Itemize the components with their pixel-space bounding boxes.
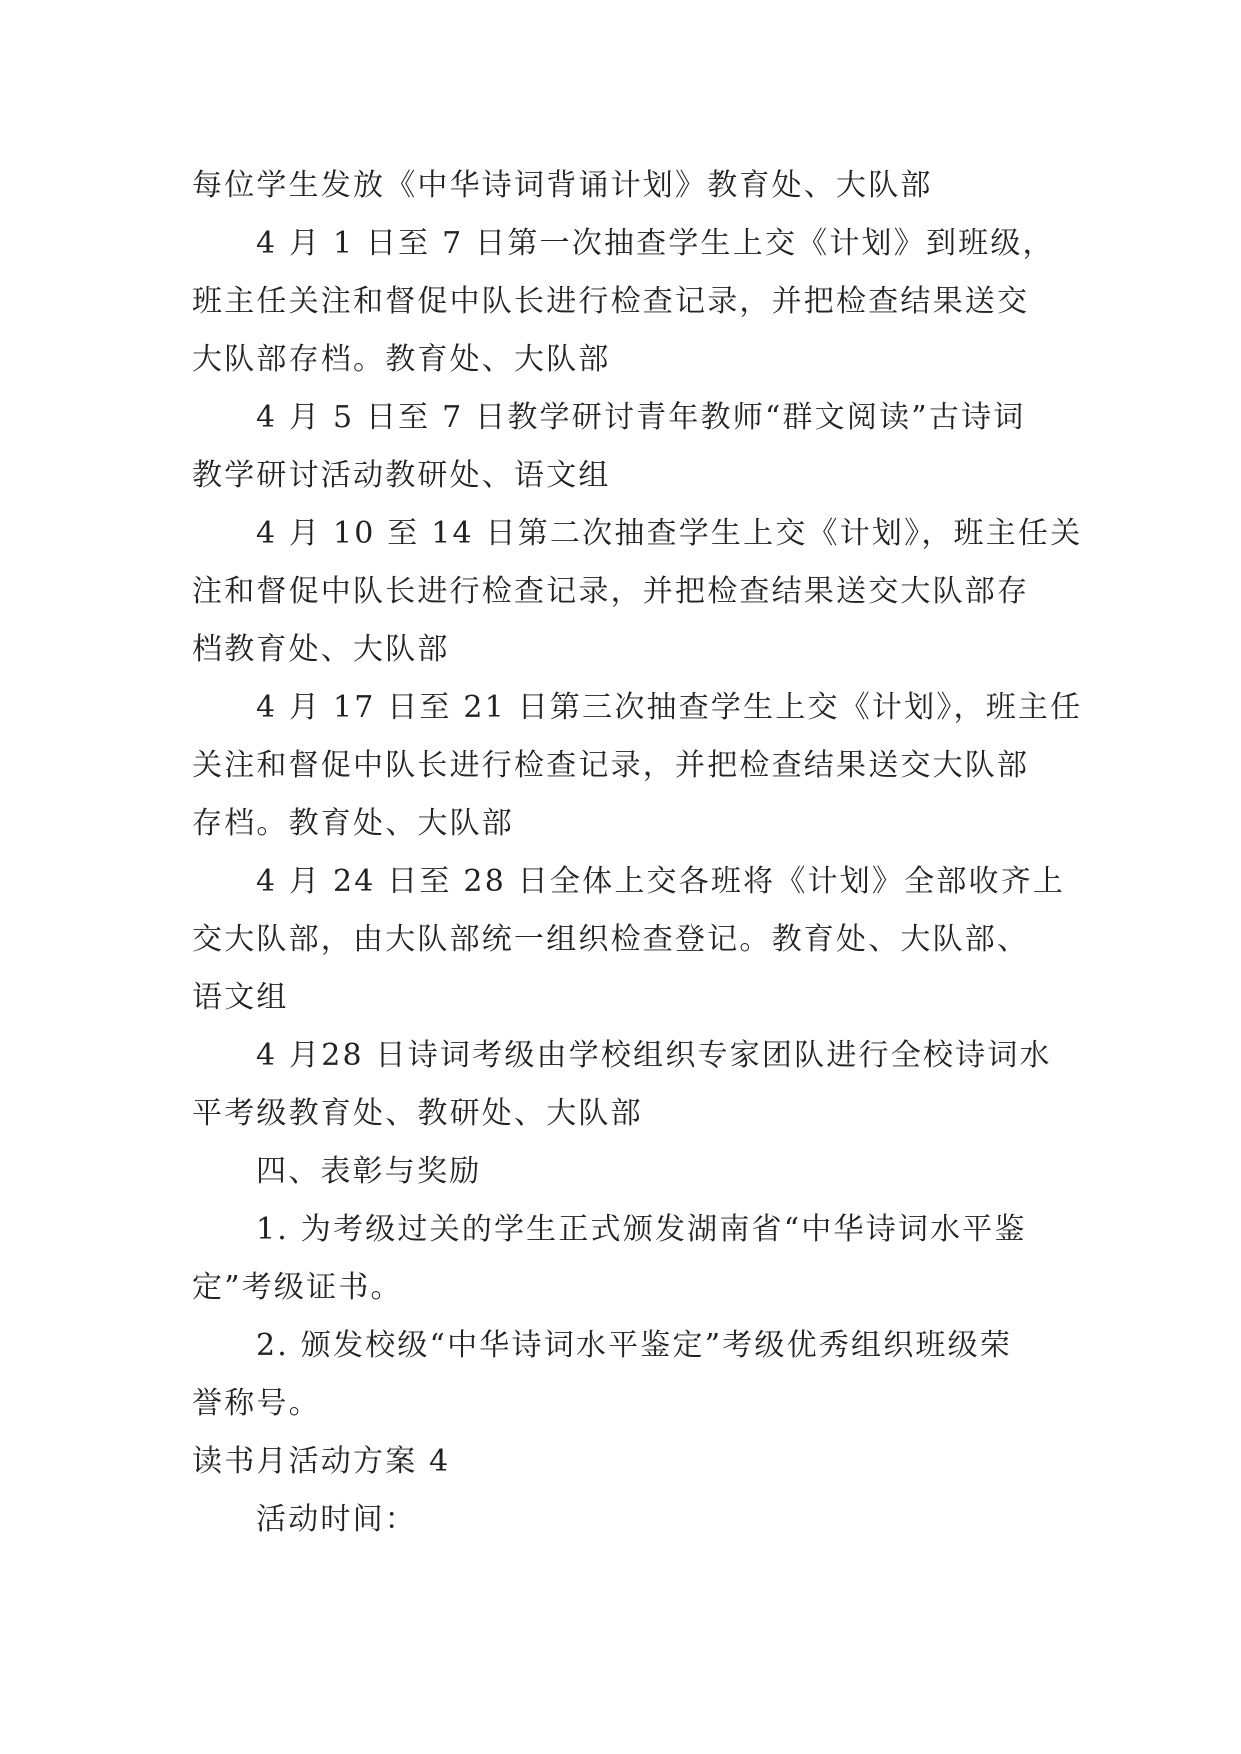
section-heading: 四、表彰与奖励 bbox=[256, 1154, 482, 1189]
text-line: 4 月 10 至 14 日第二次抽查学生上交《计划》，班主任关 bbox=[256, 516, 1083, 551]
document-title: 读书月活动方案 4 bbox=[192, 1444, 451, 1479]
text-line: 活动时间： bbox=[256, 1502, 417, 1537]
text-line: 档教育处、大队部 bbox=[192, 632, 450, 667]
text-line: 每位学生发放《中华诗词背诵计划》教育处、大队部 bbox=[192, 168, 933, 203]
text-line: 关注和督促中队长进行检查记录，并把检查结果送交大队部 bbox=[192, 748, 1030, 783]
text-line: 交大队部，由大队部统一组织检查登记。教育处、大队部、 bbox=[192, 922, 1030, 957]
text-line: 誉称号。 bbox=[192, 1386, 321, 1421]
text-line: 班主任关注和督促中队长进行检查记录，并把检查结果送交 bbox=[192, 284, 1030, 319]
text-line: 定”考级证书。 bbox=[192, 1270, 403, 1305]
text-line: 注和督促中队长进行检查记录，并把检查结果送交大队部存 bbox=[192, 574, 1030, 609]
text-line: 平考级教育处、教研处、大队部 bbox=[192, 1096, 643, 1131]
list-item: 2. 颁发校级“中华诗词水平鉴定”考级优秀组织班级荣 bbox=[256, 1328, 1013, 1363]
text-line: 语文组 bbox=[192, 980, 289, 1015]
text-line: 大队部存档。教育处、大队部 bbox=[192, 342, 611, 377]
text-line: 教学研讨活动教研处、语文组 bbox=[192, 458, 611, 493]
text-line: 4 月 1 日至 7 日第一次抽查学生上交《计划》到班级， bbox=[256, 226, 1055, 261]
text-line: 4 月 5 日至 7 日教学研讨青年教师“群文阅读”古诗词 bbox=[256, 400, 1026, 435]
text-line: 4 月28 日诗词考级由学校组织专家团队进行全校诗词水 bbox=[256, 1038, 1052, 1073]
text-line: 4 月 24 日至 28 日全体上交各班将《计划》全部收齐上 bbox=[256, 864, 1066, 899]
document-body bbox=[192, 157, 1083, 1549]
list-item: 1. 为考级过关的学生正式颁发湖南省“中华诗词水平鉴 bbox=[256, 1212, 1027, 1247]
text-line: 4 月 17 日至 21 日第三次抽查学生上交《计划》，班主任 bbox=[256, 690, 1083, 725]
text-line: 存档。教育处、大队部 bbox=[192, 806, 514, 841]
